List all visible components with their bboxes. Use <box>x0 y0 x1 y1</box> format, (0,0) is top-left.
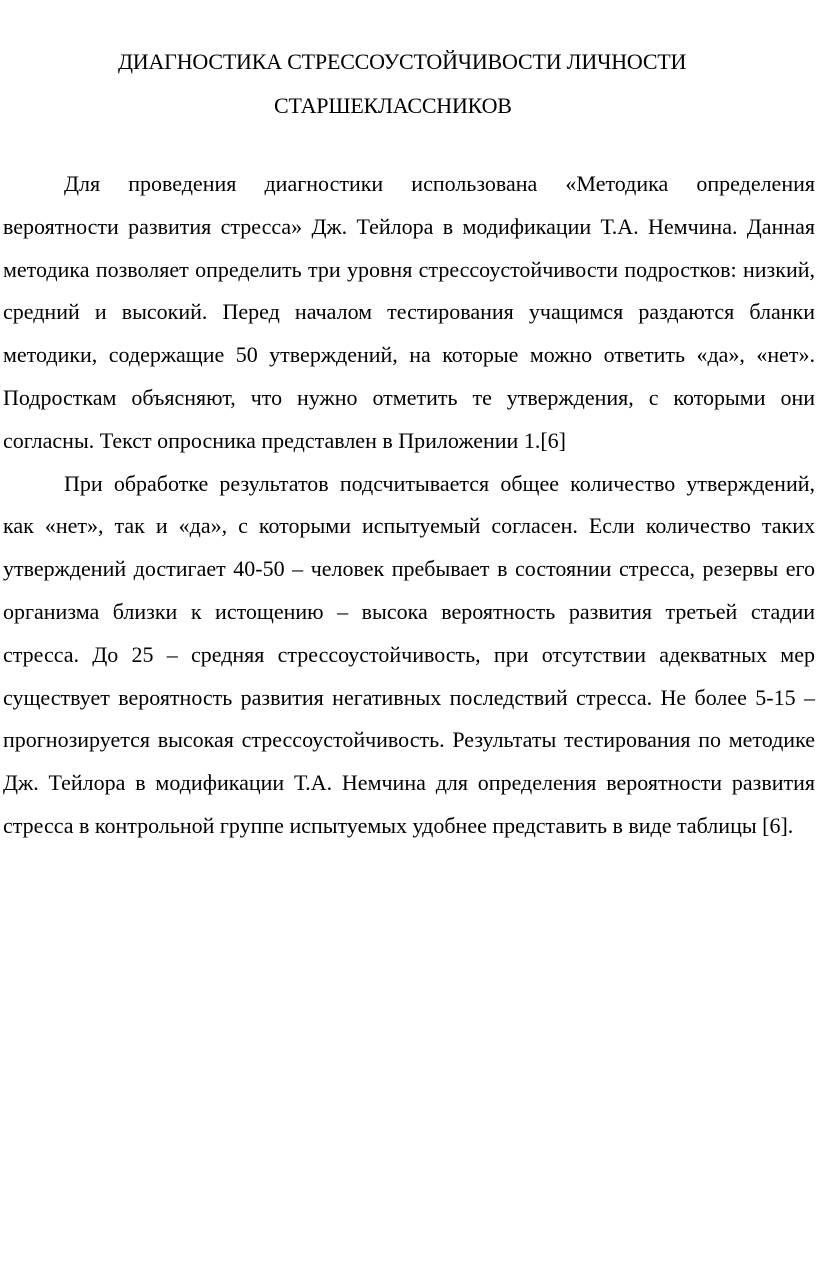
paragraph-method-description: Для проведения диагностики использована «Методика определения вероятности развития стресса» Дж. Тейлора в модификации Т.А. Немчина. Данная методика позволяет определить три уровня стрессоустойчивости подростков: низкий, средний и высокий. Перед началом тестирования учащимся раздаются бланки методики, содержащие 50 утверждений, на которые можно ответить «да», «нет». Подросткам объясняют, что нужно отметить те утверждения, с которыми они согласны. Текст опросника представлен в Приложении 1.[6] <box>3 171 815 453</box>
title-line-1: ДИАГНОСТИКА СТРЕССОУСТОЙЧИВОСТИ ЛИЧНОСТИ <box>118 49 687 74</box>
paragraph-results-processing: При обработке результатов подсчитывается общее количество утверждений, как «нет», так и «да», с которыми испытуемый согласен. Если количество таких утверждений достигает 40-50 – человек пребывает в состоянии стресса, резервы его организма близки к истощению – высока вероятность развития третьей стадии стресса. До 25 – средняя стрессоустойчивость, при отсутствии адекватных мер существует вероятность развития негативных последствий стресса. Не более 5-15 – прогнозируется высокая стрессоустойчивость. Результаты тестирования по методике Дж. Тейлора в модификации Т.А. Немчина для определения вероятности развития стресса в контрольной группе испытуемых удобнее представить в виде таблицы [6]. <box>3 470 815 838</box>
document-title <box>0 40 816 128</box>
document-body <box>3 163 815 848</box>
title-line-2: СТАРШЕКЛАССНИКОВ <box>274 93 512 118</box>
